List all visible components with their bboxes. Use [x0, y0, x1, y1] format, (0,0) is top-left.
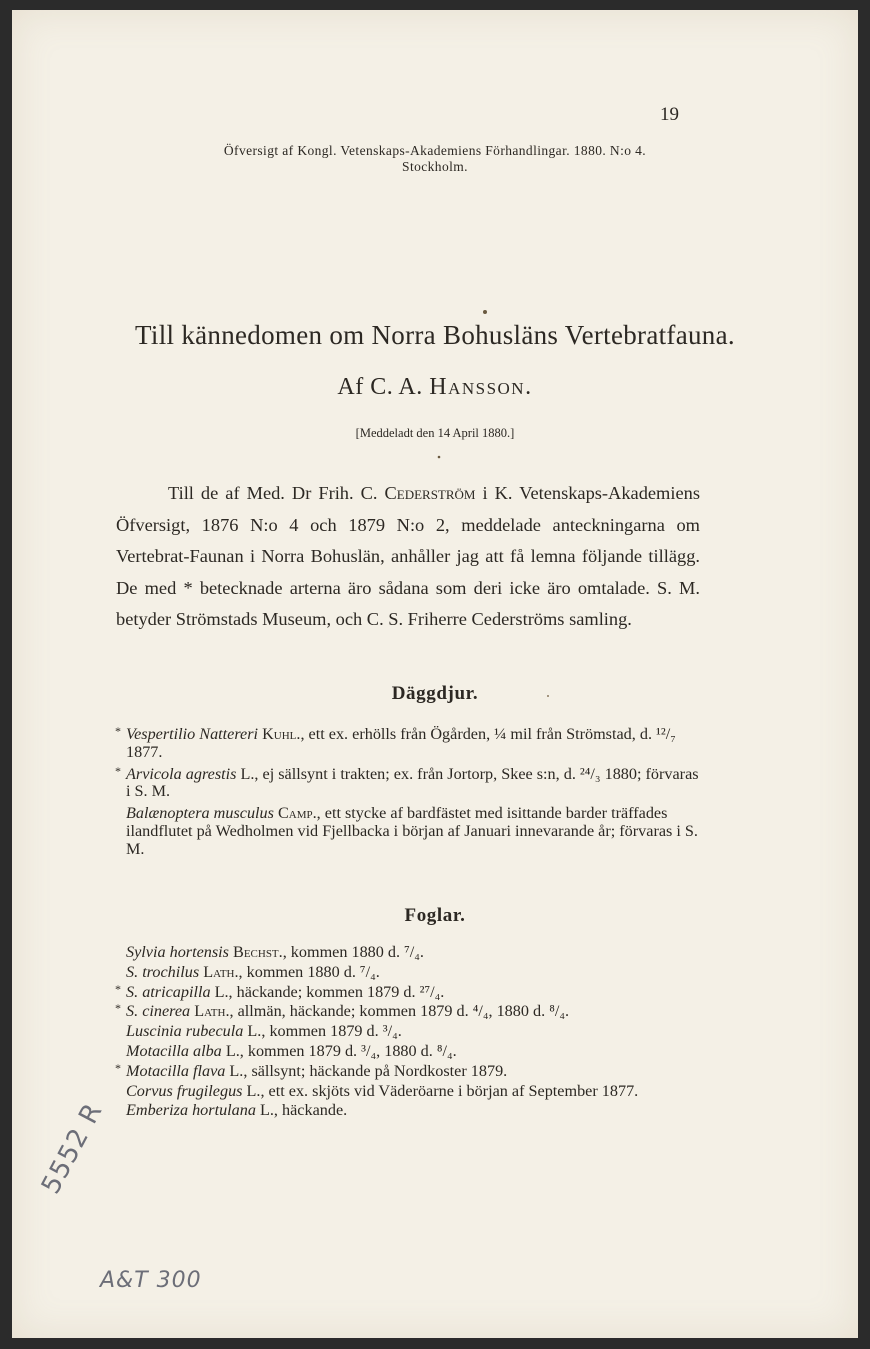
species-name: Vespertilio Nattereri	[126, 725, 259, 743]
species-authority: L.,	[229, 1061, 248, 1080]
paper-specks	[12, 10, 858, 1338]
author-name: Hansson.	[429, 374, 533, 400]
species-note: kommen 1879 d. ³/₄.	[269, 1022, 402, 1041]
new-species-star: *	[115, 981, 121, 996]
new-species-star: *	[115, 1060, 121, 1075]
intro-name: Cederström	[384, 483, 476, 503]
intro-part-2: i K. Vetenskaps-Akademiens Öfversigt, 1876 N:o 4 och 1879 N:o 2, meddelade anteckningarna om Vertebrat-Faunan i Norra Bohuslän, anhåller jag att få lemna följande tillägg. De med * betecknade arterna äro sådana som deri icke äro omtalade. S. M. betyder Strömstads Museum, och C. S. Friherre Cederströms samling.	[116, 483, 700, 629]
species-name: Luscinia rubecula	[126, 1022, 244, 1041]
communicated-note: [Meddeladt den 14 April 1880.]	[355, 426, 515, 440]
journal-line-1: Öfversigt af Kongl. Vetenskaps-Akademiens Förhandlingar. 1880. N:o 4.	[223, 143, 647, 158]
species-note: kommen 1879 d. ³/₄, 1880 d. ⁸/₄.	[247, 1041, 457, 1060]
species-authority: L.,	[240, 764, 259, 783]
species-name: S. cinerea	[126, 1002, 191, 1021]
species-name: S. trochilus	[126, 962, 200, 981]
species-authority: Bechst.,	[233, 943, 287, 961]
species-note: kommen 1880 d. ⁷/₄.	[246, 962, 380, 981]
document-page	[12, 10, 858, 1338]
species-note: allmän, häckande; kommen 1879 d. ⁴/₄, 1880 d. ⁸/₄.	[237, 1002, 570, 1021]
intro-part-1: Till de af Med. Dr Frih. C.	[168, 483, 378, 503]
species-note: ett stycke af bardfästet med isittande barder träffades ilandflutet på Wedholmen vid Fjellbacka i början af Januari innevarande år; förvaras i S. M.	[126, 804, 698, 858]
speck	[438, 456, 441, 459]
handwritten-inventory-number: 5552 R	[36, 1098, 109, 1200]
species-note: ett ex. skjöts vid Väderöarne i början af September 1877.	[268, 1081, 639, 1100]
species-authority: Lath.,	[194, 1002, 234, 1021]
species-name: Motacilla flava	[126, 1061, 226, 1080]
species-name: Sylvia hortensis	[126, 943, 229, 961]
species-authority: L.,	[260, 1101, 278, 1120]
page-number: 19	[660, 104, 679, 125]
handwritten-call-number: A&T 300	[100, 1268, 202, 1293]
article-title: Till kännedomen om Norra Bohusläns Vertebratfauna.	[135, 320, 735, 350]
species-authority: L.,	[246, 1081, 265, 1100]
new-species-star: *	[115, 724, 121, 738]
new-species-star: *	[115, 1001, 121, 1016]
species-name: Emberiza hortulana	[126, 1101, 256, 1120]
species-authority: L.,	[214, 982, 233, 1001]
species-name: Balænoptera musculus	[126, 804, 274, 823]
species-authority: Kuhl.,	[262, 725, 305, 743]
species-note: sällsynt; häckande på Nordkoster 1879.	[251, 1061, 508, 1080]
species-authority: L.,	[247, 1022, 266, 1041]
species-name: S. atricapilla	[126, 982, 211, 1001]
speck	[483, 310, 487, 314]
species-note: kommen 1880 d. ⁷/₄.	[290, 943, 424, 961]
species-authority: L.,	[225, 1041, 244, 1060]
author-prefix: Af C. A.	[337, 374, 423, 400]
species-name: Corvus frugilegus	[126, 1081, 243, 1100]
species-authority: Lath.,	[203, 962, 243, 981]
section-heading: Däggdjur.	[391, 683, 479, 704]
species-note: ej sällsynt i trakten; ex. från Jortorp, Skee s:n, d. ²⁴/₃ 1880; förvaras i S. M.	[126, 764, 699, 801]
species-note: ett ex. erhölls från Ögården, ¼ mil från Strömstad, d. ¹²/₇ 1877.	[126, 725, 676, 761]
species-name: Arvicola agrestis	[126, 764, 237, 783]
species-name: Motacilla alba	[126, 1041, 222, 1060]
new-species-star: *	[115, 763, 121, 778]
species-authority: Camp.,	[277, 804, 321, 823]
journal-line-2: Stockholm.	[402, 159, 468, 174]
section-heading: Foglar.	[404, 905, 466, 926]
species-note: häckande.	[282, 1101, 348, 1120]
species-note: häckande; kommen 1879 d. ²⁷/₄.	[236, 982, 445, 1001]
speck	[547, 695, 549, 697]
